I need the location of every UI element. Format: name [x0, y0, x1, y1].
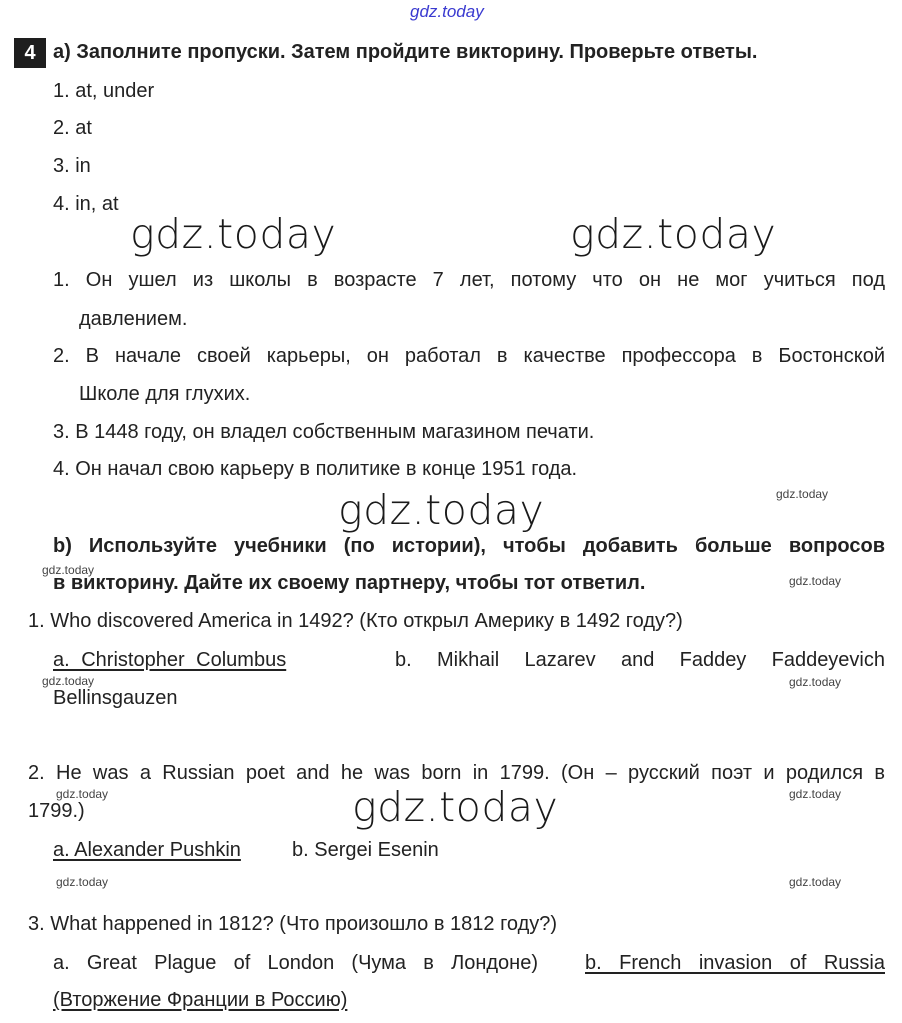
quiz-option-correct: a. Christopher Columbus — [53, 649, 287, 671]
watermark-large: gdz.today — [352, 783, 559, 831]
quiz-question: 1799.) — [28, 800, 85, 822]
quiz-option: Bellinsgauzen — [53, 687, 178, 709]
quiz-option-correct: a. Alexander Pushkin — [53, 839, 241, 861]
watermark-small: gdz.today — [789, 574, 842, 588]
watermark-small: gdz.today — [56, 875, 109, 889]
quiz-option-correct: (Вторжение Франции в Россию) — [53, 989, 348, 1011]
watermark-small: gdz.today — [42, 563, 95, 577]
translation-line: 1. Он ушел из школы в возрасте 7 лет, потому что он не мог учиться под — [53, 269, 885, 291]
answer-item: 3. in — [53, 155, 91, 177]
part-b-instruction: в викторину. Дайте их своему партнеру, чтобы тот ответил. — [53, 572, 646, 594]
translation-line: давлением. — [79, 308, 188, 330]
answer-item: 1. at, under — [53, 80, 155, 102]
watermark-small: gdz.today — [789, 675, 842, 689]
watermark-large: gdz.today — [338, 486, 545, 534]
watermark-top: gdz.today — [410, 2, 484, 21]
quiz-option: b. Sergei Esenin — [292, 839, 439, 861]
watermark-small: gdz.today — [776, 487, 829, 501]
part-b-instruction: b) Используйте учебники (по истории), чтобы добавить больше вопросов — [53, 535, 885, 557]
watermark-small: gdz.today — [789, 875, 842, 889]
exercise-number-badge: 4 — [14, 38, 46, 68]
quiz-option: b. Mikhail Lazarev and Faddey Faddeyevich — [395, 649, 885, 671]
answer-item: 2. at — [53, 117, 92, 139]
translation-line: 4. Он начал свою карьеру в политике в конце 1951 года. — [53, 458, 578, 480]
translation-line: Школе для глухих. — [79, 383, 251, 405]
quiz-option: a. Great Plague of London (Чума в Лондоне) — [53, 952, 538, 974]
part-a-instruction: a) Заполните пропуски. Затем пройдите викторину. Проверьте ответы. — [53, 41, 758, 63]
quiz-question: 1. Who discovered America in 1492? (Кто открыл Америку в 1492 году?) — [28, 610, 683, 632]
watermark-small: gdz.today — [42, 674, 95, 688]
quiz-question: 2. He was a Russian poet and he was born in 1799. (Он – русский поэт и родился в — [28, 762, 885, 784]
quiz-option-correct: b. French invasion of Russia — [585, 952, 885, 974]
watermark-small: gdz.today — [56, 787, 109, 801]
watermark-small: gdz.today — [789, 787, 842, 801]
translation-line: 3. В 1448 году, он владел собственным магазином печати. — [53, 421, 595, 443]
translation-line: 2. В начале своей карьеры, он работал в качестве профессора в Бостонской — [53, 345, 885, 367]
quiz-question: 3. What happened in 1812? (Что произошло в 1812 году?) — [28, 913, 558, 935]
watermark-large: gdz.today — [130, 210, 337, 258]
watermark-large: gdz.today — [570, 210, 777, 258]
answer-item: 4. in, at — [53, 193, 119, 215]
